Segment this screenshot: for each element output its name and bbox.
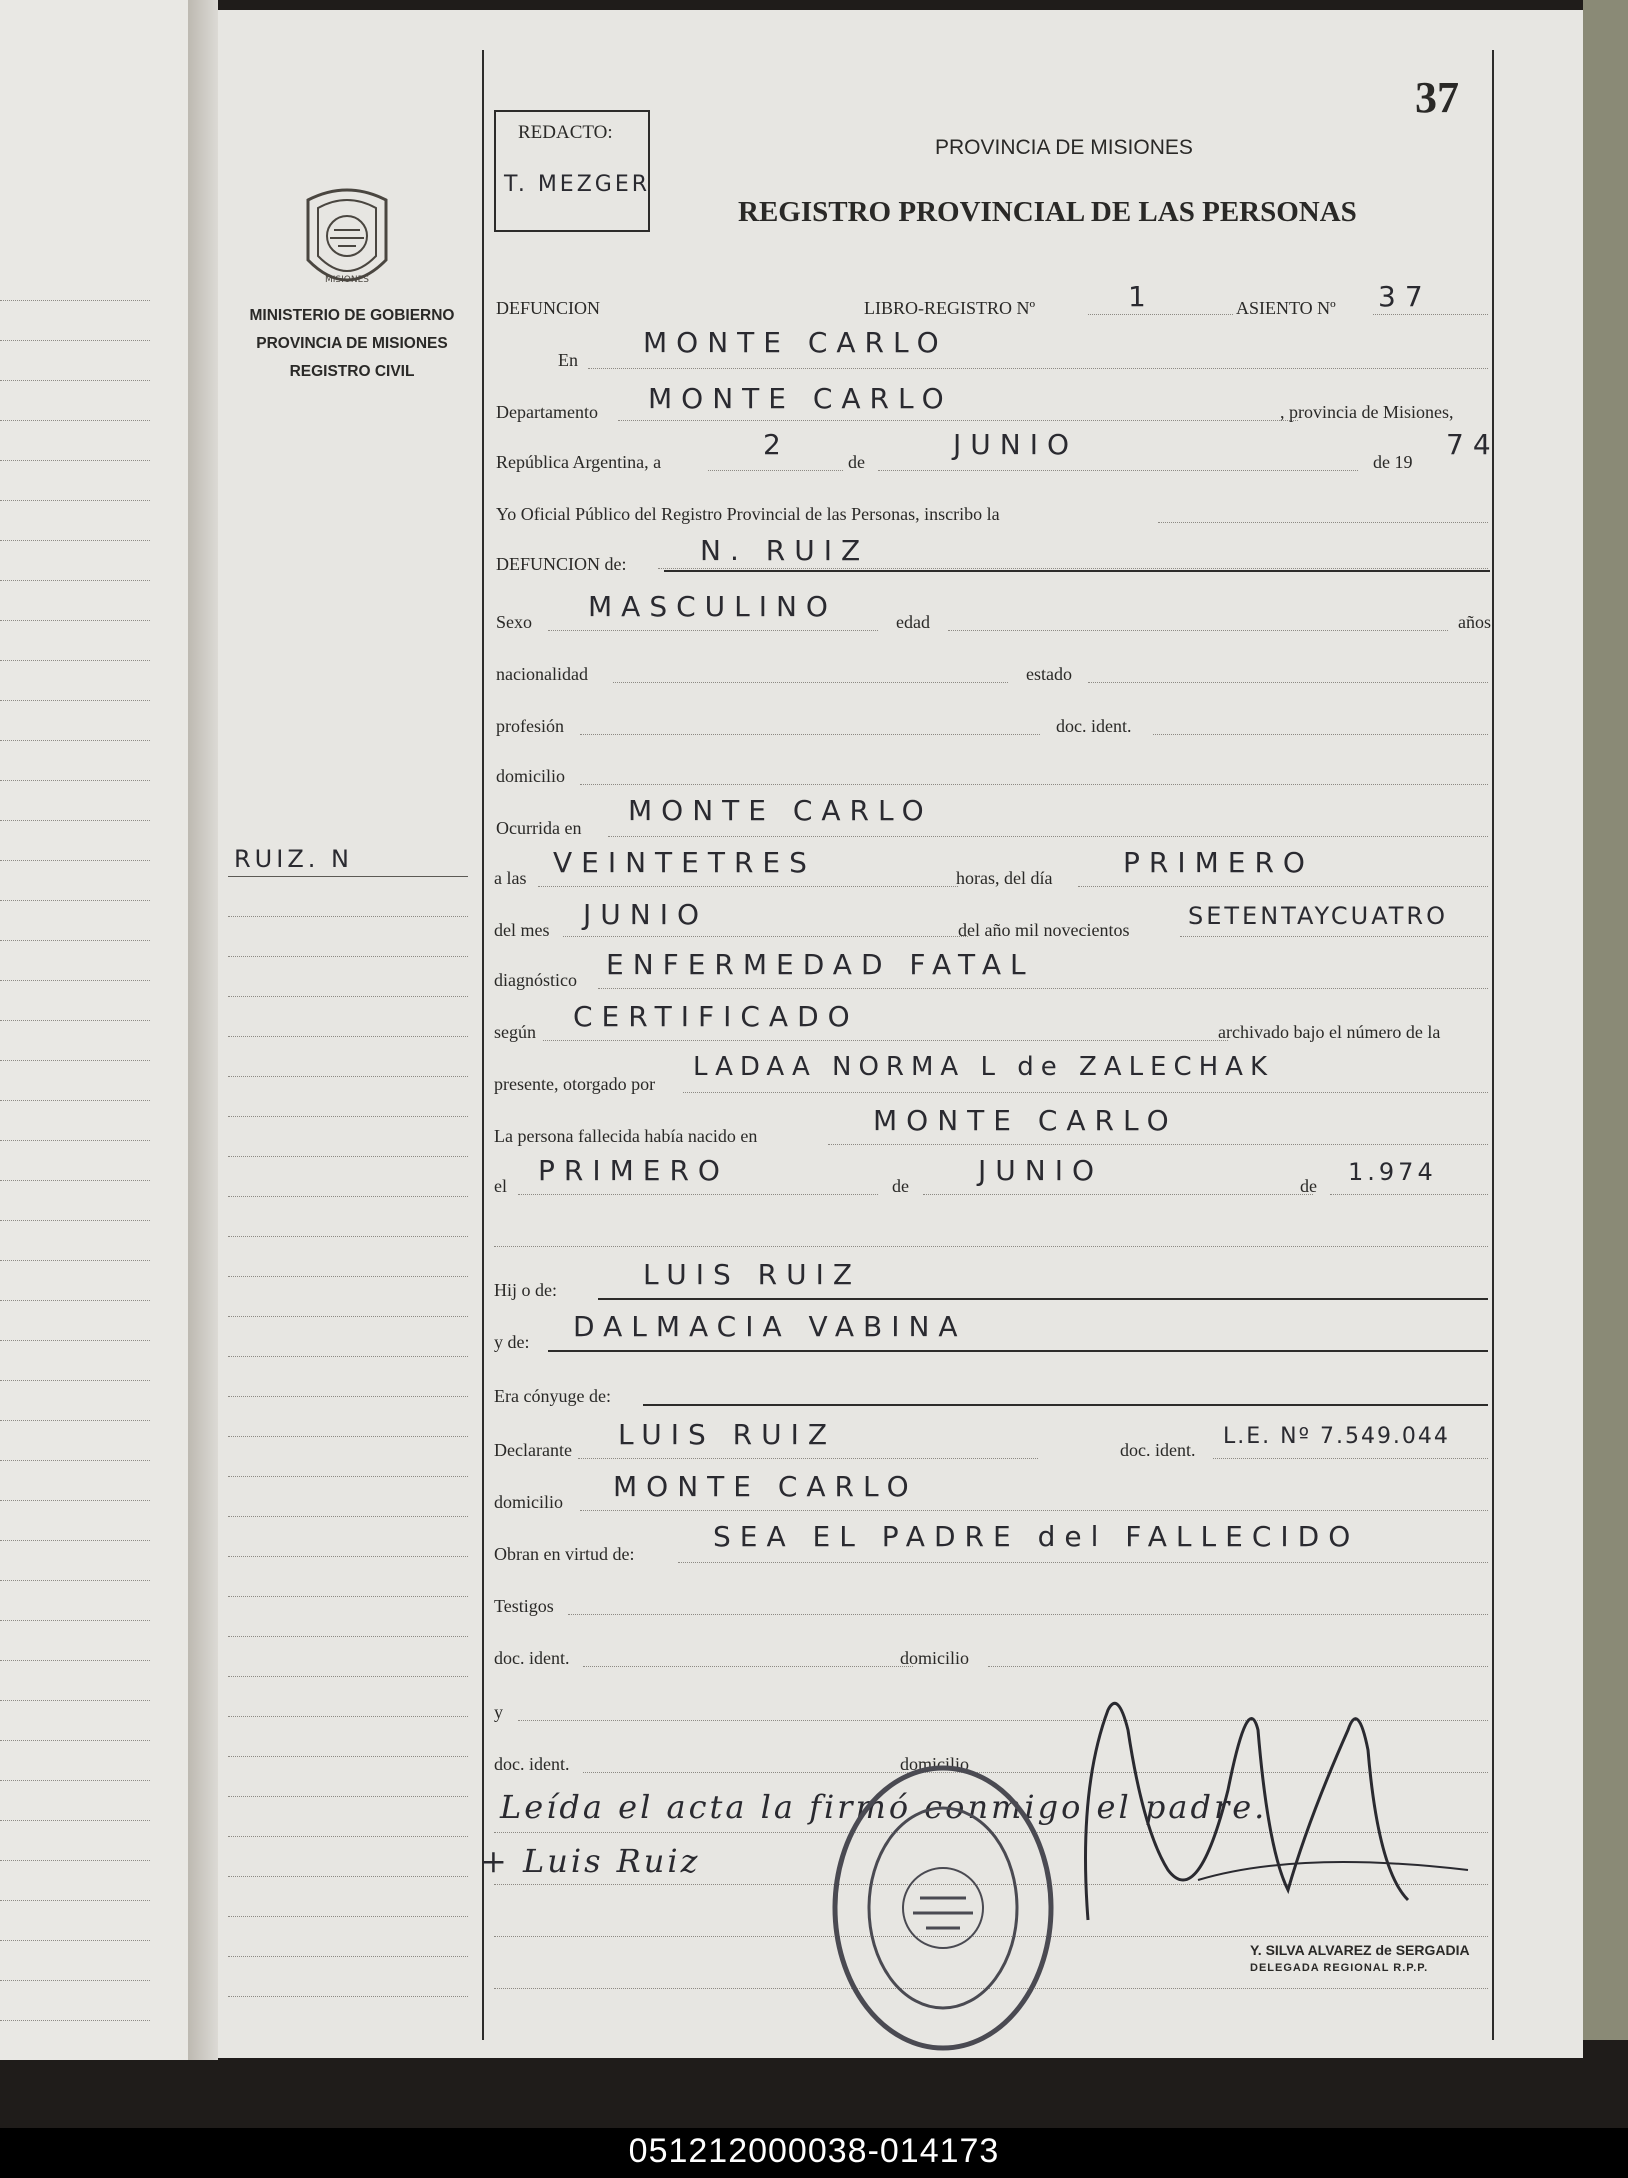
margin-rule [228, 1276, 468, 1277]
margin-rule [228, 1796, 468, 1797]
obran-label: Obran en virtud de: [494, 1544, 635, 1564]
departamento-rule [618, 420, 1298, 421]
left-page-rule [0, 1380, 150, 1381]
margin-note-rule [228, 876, 468, 877]
domicilio4-label: domicilio [900, 1754, 969, 1774]
official-signature [1048, 1670, 1488, 1930]
a-las-label: a las [494, 868, 527, 888]
nacido-label: La persona fallecida había nacido en [494, 1126, 758, 1146]
left-page-rule [0, 1900, 150, 1901]
de3-value: 1.974 [1348, 1158, 1437, 1186]
margin-rule [228, 1756, 468, 1757]
left-page-rule [0, 1860, 150, 1861]
ministry-label: MINISTERIO DE GOBIERNO [249, 307, 455, 324]
profesion-rule [580, 734, 1040, 735]
ministry-province: PROVINCIA DE MISIONES [256, 335, 448, 352]
anio-value: 74 [1446, 428, 1500, 461]
departamento-label: Departamento [496, 402, 598, 422]
sexo-value: MASCULINO [588, 590, 837, 623]
left-page-rule [0, 1540, 150, 1541]
margin-rule [228, 1436, 468, 1437]
defuncion-de-rule [658, 568, 1488, 569]
page-right-rule [1492, 50, 1494, 2040]
left-page-rule [0, 1420, 150, 1421]
novecientos-rule [1180, 936, 1488, 937]
departamento-value: MONTE CARLO [648, 382, 953, 415]
left-page-rule [0, 1740, 150, 1741]
en-label: En [558, 350, 578, 370]
left-page-rule [0, 1580, 150, 1581]
left-page-rule [0, 940, 150, 941]
yo-oficial-text: Yo Oficial Público del Registro Provincial de las Personas, inscribo la [496, 504, 1000, 524]
left-page-rule [0, 2020, 150, 2021]
left-page-rule [0, 1340, 150, 1341]
presente-label: presente, otorgado por [494, 1074, 656, 1094]
del-mes-value: JUNIO [583, 898, 708, 931]
margin-rule [228, 1196, 468, 1197]
left-page-rule [0, 460, 150, 461]
domicilio2-label: domicilio [494, 1492, 563, 1512]
doc-ident-rule [1153, 734, 1488, 735]
declarante-doc-label: doc. ident. [1120, 1440, 1196, 1460]
presente-value: LADAA NORMA L de ZALECHAK [693, 1052, 1275, 1082]
margin-rule [228, 1996, 468, 1997]
left-page-rule [0, 1660, 150, 1661]
del-mes-label: del mes [494, 920, 550, 940]
closing-note: Leída el acta la firmó conmigo el padre. [500, 1788, 1268, 1826]
doc-ident3-label: doc. ident. [494, 1754, 570, 1774]
ocurrida-value: MONTE CARLO [628, 794, 933, 827]
file-id-bar [0, 2128, 1628, 2178]
margin-rule [228, 1556, 468, 1557]
provincia-label: , provincia de Misiones, [1280, 402, 1454, 422]
hijo-value: LUIS RUIZ [643, 1258, 862, 1291]
margin-rule [228, 1476, 468, 1477]
diagnostico-value: ENFERMEDAD FATAL [606, 948, 1035, 981]
libro-rule [1088, 314, 1233, 315]
left-page-rule [0, 1220, 150, 1221]
nacionalidad-label: nacionalidad [496, 664, 588, 684]
declarante-label: Declarante [494, 1440, 572, 1460]
left-page-rule [0, 1500, 150, 1501]
stamp-name: Y. SILVA ALVAREZ de SERGADIA [1250, 1942, 1470, 1958]
estado-label: estado [1026, 664, 1072, 684]
left-page-rule [0, 740, 150, 741]
hijo-label: Hij o de: [494, 1280, 557, 1300]
domicilio2-value: MONTE CARLO [613, 1470, 918, 1503]
ocurrida-rule [608, 836, 1488, 837]
el-rule [518, 1194, 878, 1195]
el-label: el [494, 1176, 507, 1196]
left-page-rule [0, 540, 150, 541]
left-page-rule [0, 900, 150, 901]
left-page-rule [0, 1620, 150, 1621]
horas-rule [1078, 886, 1488, 887]
left-page-rule [0, 860, 150, 861]
conyuge-label: Era cónyuge de: [494, 1386, 611, 1406]
file-id: 051212000038-014173 [628, 2132, 1000, 2170]
doc-ident2-rule [583, 1666, 913, 1667]
register-page [218, 10, 1583, 2058]
declarante-value: LUIS RUIZ [618, 1418, 837, 1451]
left-page [0, 0, 190, 2060]
margin-rule [228, 1836, 468, 1837]
y-label: y [494, 1702, 503, 1722]
left-page-rule [0, 1020, 150, 1021]
de2-label: de [892, 1176, 909, 1196]
yo-oficial-rule [1158, 522, 1488, 523]
left-page-rule [0, 380, 150, 381]
testigos-label: Testigos [494, 1596, 554, 1616]
margin-rule [228, 1396, 468, 1397]
left-page-rule [0, 1100, 150, 1101]
testigos-rule [568, 1614, 1488, 1615]
en-rule [588, 368, 1488, 369]
margin-rule [228, 1516, 468, 1517]
asiento-value: 37 [1378, 280, 1432, 313]
margin-note: RUIZ. N [234, 845, 353, 873]
edad-rule [948, 630, 1448, 631]
left-page-rule [0, 1940, 150, 1941]
republica-label: República Argentina, a [496, 452, 662, 472]
de2-rule [923, 1194, 1313, 1195]
left-page-rule [0, 500, 150, 501]
segun-label: según [494, 1022, 536, 1042]
de2-value: JUNIO [978, 1154, 1103, 1187]
left-page-rule [0, 1180, 150, 1181]
left-page-rule [0, 700, 150, 701]
del-mes-rule [563, 936, 968, 937]
defuncion-de-label: DEFUNCION de: [496, 554, 627, 574]
left-page-rule [0, 1140, 150, 1141]
redacto-value: T. MEZGER [504, 172, 651, 197]
left-page-rule [0, 420, 150, 421]
de-label: de [848, 452, 865, 472]
y-de-value: DALMACIA VABINA [573, 1310, 967, 1343]
hijo-rule [598, 1298, 1488, 1300]
horas-label: horas, del día [956, 868, 1053, 888]
book-spine [188, 0, 218, 2060]
left-page-rule [0, 620, 150, 621]
ministry-registro-civil: REGISTRO CIVIL [289, 363, 415, 380]
margin-rule [228, 916, 468, 917]
declarante-doc-value: L.E. Nº 7.549.044 [1223, 1424, 1450, 1449]
sexo-label: Sexo [496, 612, 532, 632]
ocurrida-label: Ocurrida en [496, 818, 582, 838]
doc-ident-label: doc. ident. [1056, 716, 1132, 736]
left-page-rule [0, 1260, 150, 1261]
domicilio-label: domicilio [496, 766, 565, 786]
asiento-rule [1373, 314, 1488, 315]
margin-rule [228, 1236, 468, 1237]
anos-label: años [1458, 612, 1491, 632]
profesion-label: profesión [496, 716, 564, 736]
page-number: 37 [1415, 73, 1459, 122]
mes-value: JUNIO [953, 428, 1078, 461]
blank-rule [494, 1246, 1488, 1247]
margin-rule [228, 1116, 468, 1117]
segun-rule [543, 1040, 1228, 1041]
asiento-label: ASIENTO Nº [1236, 298, 1336, 318]
official-name-stamp [1250, 1942, 1490, 1974]
sexo-rule [548, 630, 878, 631]
nacido-rule [828, 1144, 1488, 1145]
stamp-title: DELEGADA REGIONAL R.P.P. [1250, 1962, 1429, 1974]
margin-rule [228, 1076, 468, 1077]
coat-of-arms-seal [298, 178, 396, 300]
redacto-label: REDACTO: [518, 122, 613, 143]
domicilio-rule [580, 784, 1488, 785]
left-page-rule [0, 1300, 150, 1301]
registry-round-seal [828, 1758, 1058, 2058]
domicilio3-rule [988, 1666, 1488, 1667]
left-page-rule [0, 820, 150, 821]
margin-rule [228, 1156, 468, 1157]
seal-text: MISIONES [324, 275, 370, 285]
a-las-rule [538, 886, 958, 887]
en-value: MONTE CARLO [643, 326, 948, 359]
page-left-rule [482, 50, 484, 2040]
a-las-value: VEINTETRES [553, 846, 816, 879]
margin-rule [228, 1676, 468, 1677]
left-page-rule [0, 980, 150, 981]
anio-label: de 19 [1373, 452, 1413, 472]
declarante-doc-rule [1213, 1458, 1488, 1459]
left-page-rule [0, 1460, 150, 1461]
margin-rule [228, 1636, 468, 1637]
left-page-rule [0, 1700, 150, 1701]
dia-rule [708, 470, 843, 471]
left-page-rule [0, 780, 150, 781]
left-page-rule [0, 660, 150, 661]
diagnostico-rule [598, 988, 1488, 989]
cover-cloth [1583, 0, 1628, 2040]
left-page-rule [0, 1060, 150, 1061]
declarante-rule [578, 1458, 1038, 1459]
horas-value: PRIMERO [1123, 846, 1314, 879]
left-page-rule [0, 300, 150, 301]
doc-ident2-label: doc. ident. [494, 1648, 570, 1668]
mes-rule [878, 470, 1358, 471]
registry-title: REGISTRO PROVINCIAL DE LAS PERSONAS [738, 196, 1357, 228]
y-de-label: y de: [494, 1332, 530, 1352]
el-value: PRIMERO [538, 1154, 729, 1187]
novecientos-value: SETENTAYCUATRO [1188, 902, 1448, 930]
left-page-rule [0, 1980, 150, 1981]
archivado-label: archivado bajo el número de la [1218, 1022, 1441, 1042]
conyuge-rule [643, 1404, 1488, 1406]
estado-rule [1088, 682, 1488, 683]
left-page-rule [0, 580, 150, 581]
y-de-rule [548, 1350, 1488, 1352]
defuncion-de-value: N. RUIZ [700, 534, 870, 567]
declarant-signature: + Luis Ruiz [480, 1842, 701, 1880]
de3-rule [1330, 1194, 1488, 1195]
nacido-value: MONTE CARLO [873, 1104, 1178, 1137]
margin-rule [228, 1876, 468, 1877]
margin-rule [228, 1316, 468, 1317]
diagnostico-label: diagnóstico [494, 970, 577, 990]
defuncion-heading: DEFUNCION [496, 298, 601, 318]
margin-rule [228, 1596, 468, 1597]
edad-label: edad [896, 612, 930, 632]
margin-rule [228, 1916, 468, 1917]
province-header: PROVINCIA DE MISIONES [935, 136, 1193, 159]
margin-rule [228, 1716, 468, 1717]
obran-value: SEA EL PADRE del FALLECIDO [713, 1520, 1360, 1553]
margin-rule [228, 1036, 468, 1037]
left-page-rule [0, 1820, 150, 1821]
domicilio3-label: domicilio [900, 1648, 969, 1668]
margin-rule [228, 956, 468, 957]
de3-label: de [1300, 1176, 1317, 1196]
segun-value: CERTIFICADO [573, 1000, 859, 1033]
libro-value: 1 [1128, 280, 1155, 313]
nacionalidad-rule [613, 682, 1008, 683]
domicilio2-rule [580, 1510, 1488, 1511]
libro-label: LIBRO-REGISTRO Nº [864, 298, 1036, 318]
redacto-box [494, 110, 650, 232]
left-page-rule [0, 340, 150, 341]
dia-value: 2 [763, 428, 790, 461]
obran-rule [678, 1562, 1488, 1563]
margin-rule [228, 1956, 468, 1957]
presente-rule [683, 1092, 1488, 1093]
left-page-rule [0, 1780, 150, 1781]
novecientos-label: del año mil novecientos [958, 920, 1130, 940]
margin-rule [228, 996, 468, 997]
margin-rule [228, 1356, 468, 1357]
name-double-rule [664, 570, 1490, 572]
